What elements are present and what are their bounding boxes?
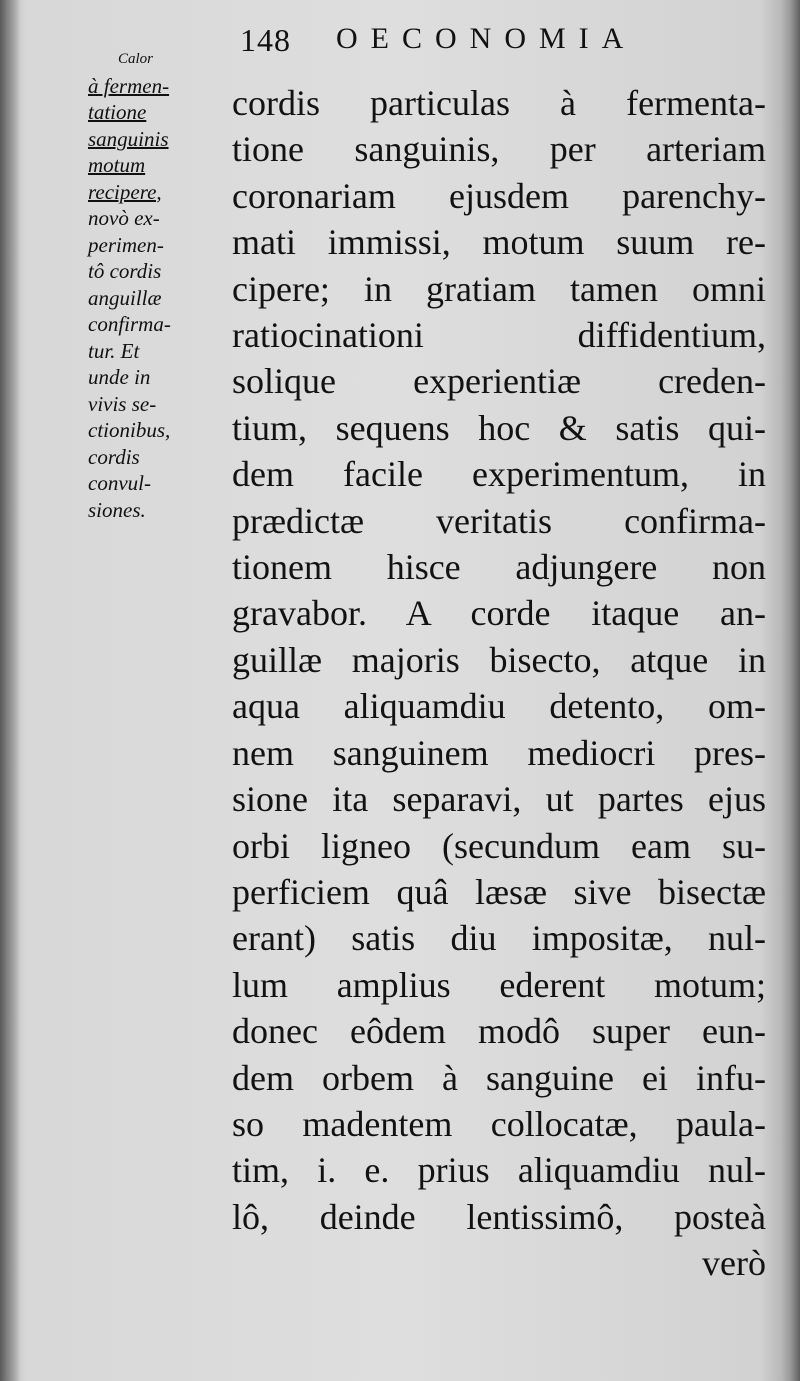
text-line: erant) satis diu impositæ, nul- — [232, 918, 766, 959]
text-line: mati immissi, motum suum re- — [232, 222, 766, 263]
text-line: tium, sequens hoc & satis qui- — [232, 407, 766, 448]
margin-note-line: recipere, — [88, 179, 162, 204]
marginal-note — [88, 46, 238, 523]
catchword: verò — [702, 1243, 766, 1284]
text-line: sione ita separavi, ut partes ejus — [232, 779, 766, 820]
text-line: solique experientiæ creden- — [232, 361, 766, 402]
text-line: aqua aliquamdiu detento, om- — [232, 686, 766, 727]
page-header — [240, 22, 760, 62]
running-head: OECONOMIA — [336, 22, 637, 55]
text-line: tione sanguinis, per arteriam — [232, 129, 766, 170]
margin-note-line: convul- — [88, 471, 151, 495]
margin-note-line: siones. — [88, 497, 146, 522]
text-line: cipere; in gratiam tamen omni — [232, 268, 766, 309]
margin-note-line: novò ex- — [88, 206, 160, 230]
text-line: orbi ligneo (secundum eam su- — [232, 825, 766, 866]
margin-note-line: tô cordis — [88, 259, 162, 283]
margin-note-line: vivis se- — [88, 391, 157, 416]
page-number: 148 — [240, 22, 291, 58]
text-line: perficiem quâ læsæ sive bisectæ — [232, 871, 766, 912]
margin-note-line: tatione — [88, 100, 147, 124]
text-line: tionem hisce adjungere non — [232, 547, 766, 588]
text-line: nem sanguinem mediocri pres- — [232, 732, 766, 773]
margin-note-line: ctionibus, — [88, 418, 171, 442]
margin-note-line: motum — [88, 153, 146, 177]
margin-note-line: anguillæ — [88, 285, 162, 310]
text-line: coronariam ejusdem parenchy- — [232, 175, 766, 216]
text-line: dem orbem à sanguine ei infu- — [232, 1057, 766, 1098]
text-line: guillæ majoris bisecto, atque in — [232, 639, 766, 680]
page-gutter-left — [0, 0, 20, 1381]
text-line: dem facile experimentum, in — [232, 454, 766, 495]
margin-note-line: unde in — [88, 365, 151, 389]
text-line: cordis particulas à fermenta- — [232, 83, 766, 123]
text-line: prædictæ veritatis confirma- — [232, 500, 766, 541]
margin-note-line: cordis — [88, 444, 140, 469]
margin-note-line: Calor — [118, 51, 154, 67]
margin-note-line: confirma- — [88, 312, 171, 336]
text-line: donec eôdem modô super eun- — [232, 1011, 766, 1052]
margin-note-line: à fermen- — [88, 73, 170, 98]
text-line: lum amplius ederent motum; — [232, 964, 766, 1005]
text-line: gravabor. A corde itaque an- — [232, 593, 766, 634]
margin-note-line: tur. Et — [88, 338, 140, 363]
text-line: tim, i. e. prius aliquamdiu nul- — [232, 1150, 766, 1191]
text-line: ratiocinationi diffidentium, — [232, 315, 766, 356]
page-gutter-right — [782, 0, 800, 1381]
text-line: so madentem collocatæ, paula- — [232, 1103, 766, 1144]
margin-note-line: perimen- — [88, 232, 164, 257]
margin-note-line: sanguinis — [88, 126, 169, 151]
text-line: lô, deinde lentissimô, posteà — [232, 1196, 766, 1237]
body-text — [232, 80, 766, 1287]
